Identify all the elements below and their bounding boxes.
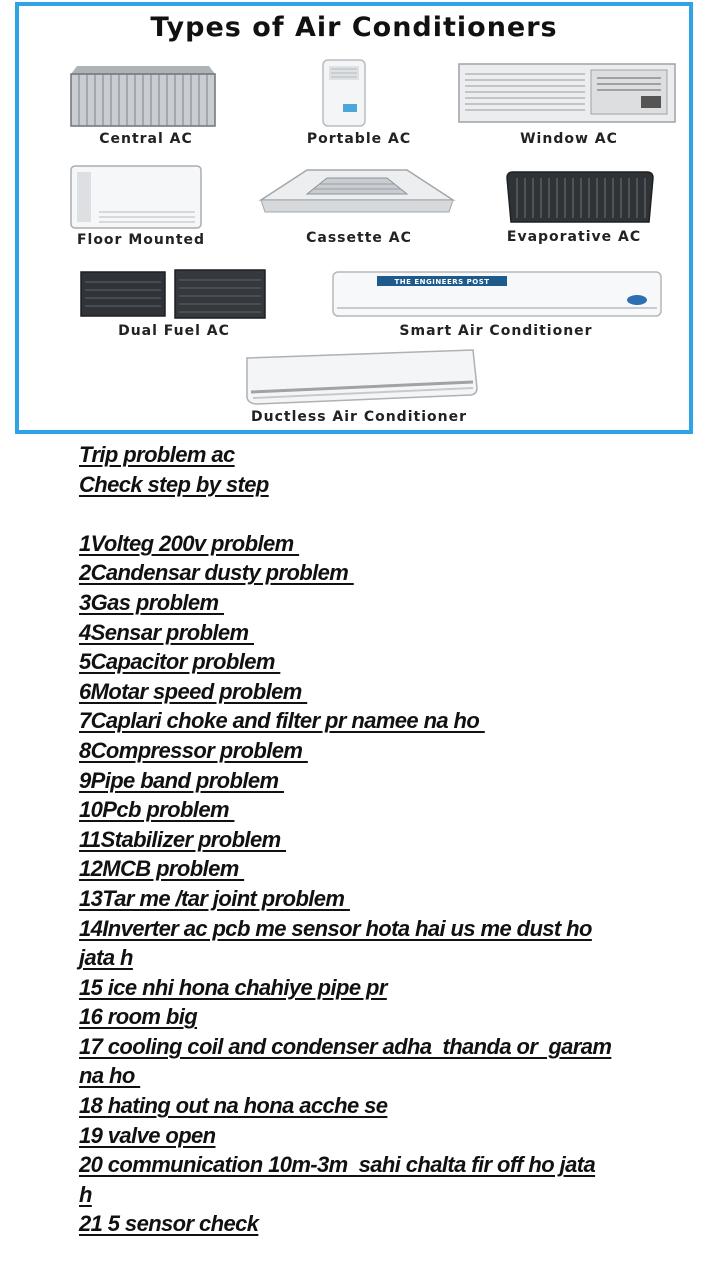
central-ac-image [69,60,217,130]
list-item: 16 room big [79,1004,198,1030]
caption-ductless-ac: Ductless Air Conditioner [251,409,467,425]
list-item: 12MCB problem [79,856,245,882]
portable-ac-image [319,58,369,128]
list-item: 1Volteg 200v problem [79,530,300,556]
list-item-continuation: h [79,1181,92,1207]
list-item: 9Pipe band problem [79,767,284,793]
list-item: 14Inverter ac pcb me sensor hota hai us me dust ho [79,915,592,941]
list-item: 18 hating out na hona acche se [79,1093,388,1119]
caption-window-ac: Window AC [520,131,618,147]
spacer [79,499,679,529]
list-item: 6Motar speed problem [79,678,308,704]
caption-floor-mounted: Floor Mounted [76,232,206,248]
list-item: 7Caplari choke and filter pr namee na ho [79,708,485,734]
list-item: 11Stabilizer problem [79,826,287,852]
list-item-continuation: na ho [79,1063,141,1089]
window-ac-image [457,62,677,124]
caption-portable-ac: Portable AC [306,131,412,147]
list-item-continuation: jata h [79,945,133,971]
list-item: 19 valve open [79,1122,216,1148]
caption-central-ac: Central AC [99,131,193,147]
list-item: 5Capacitor problem [79,649,281,675]
list-item: 20 communication 10m-3m sahi chalta fir off ho jata [79,1152,596,1178]
list-item: 17 cooling coil and condenser adha thanda or garam [79,1033,612,1059]
cassette-ac-image [257,166,457,224]
caption-cassette-ac: Cassette AC [306,230,412,246]
list-item: 21 5 sensor check [79,1211,259,1237]
evaporative-ac-image [503,168,657,228]
engineers-post-watermark: THE ENGINEERS POST [394,278,490,286]
list-item: 3Gas problem [79,589,225,615]
list-item: 2Candensar dusty problem [79,560,354,586]
list-item: 15 ice nhi hona chahiye pipe pr [79,974,387,1000]
caption-dual-fuel-ac: Dual Fuel AC [118,323,230,339]
list-item: 13Tar me /tar joint problem [79,885,350,911]
ductless-ac-image [241,348,481,410]
floor-mounted-ac-image [69,164,204,232]
dual-fuel-ac-image [79,268,269,322]
infographic-title: Types of Air Conditioners [150,12,558,43]
list-item: 8Compressor problem [79,737,308,763]
list-item: 10Pcb problem [79,797,235,823]
ac-types-infographic [15,2,693,434]
notes-heading: Trip problem ac [79,442,235,467]
list-item: 4Sensar problem [79,619,255,645]
caption-smart-ac: Smart Air Conditioner [399,323,593,339]
notes-subheading: Check step by step [79,471,269,497]
caption-evaporative-ac: Evaporative AC [506,229,642,245]
trip-problem-notes [79,440,679,1239]
